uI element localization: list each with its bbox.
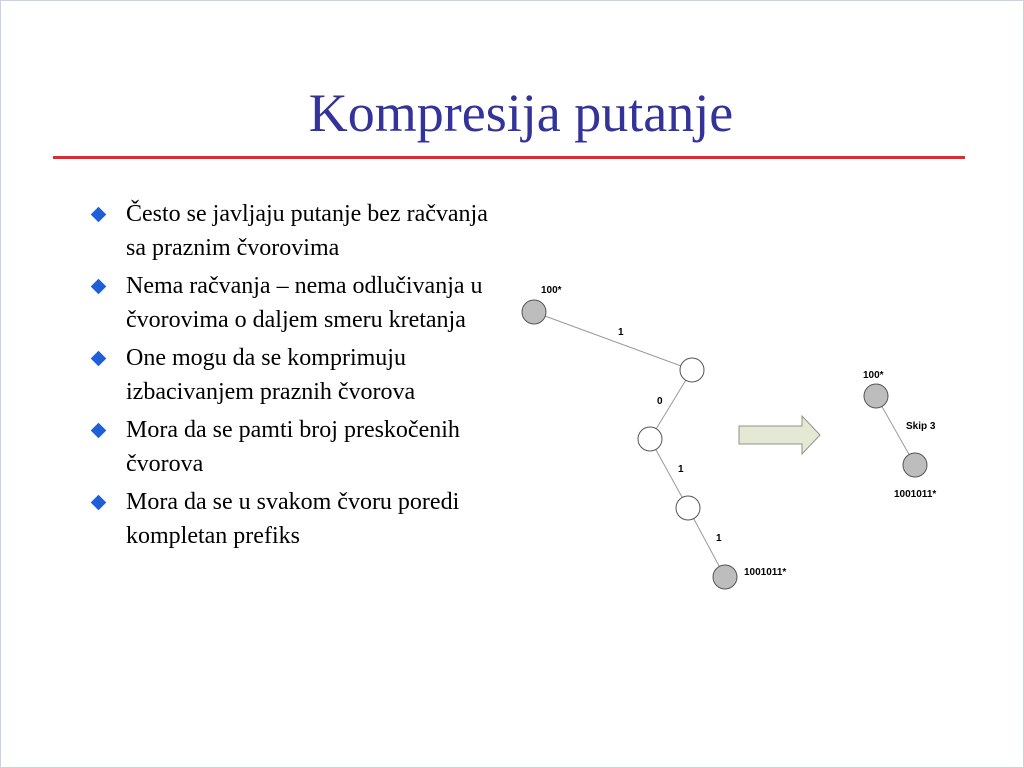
tree-edge (534, 312, 692, 370)
empty-node (680, 358, 704, 382)
right-root-node (864, 384, 888, 408)
empty-node (638, 427, 662, 451)
edge-label: 1 (678, 464, 684, 475)
path-compression-diagram (1, 1, 1023, 767)
bullet-text: Mora da se pamti broj preskočenih čvorova (126, 417, 460, 477)
edge-label: 1 (618, 327, 624, 338)
left-root-node (522, 300, 546, 324)
right-root-label: 100* (863, 370, 884, 381)
slide-title: Kompresija putanje (308, 83, 734, 143)
empty-node (676, 496, 700, 520)
left-tree-nodes (522, 300, 737, 589)
right-arrow-icon (739, 416, 820, 454)
right-leaf-node (903, 453, 927, 477)
skip-label: Skip 3 (906, 421, 936, 432)
bullet-text: Mora da se u svakom čvoru poredi kompletan prefiks (126, 489, 460, 549)
edge-label: 1 (716, 533, 722, 544)
right-leaf-label: 1001011* (894, 489, 937, 500)
edge-label: 0 (657, 396, 663, 407)
left-root-label: 100* (541, 285, 562, 296)
left-leaf-node (713, 565, 737, 589)
bullet-text: Često se javljaju putanje bez račvanja sa praznim čvorovima (126, 201, 488, 261)
bullet-text: One mogu da se komprimuju izbacivanjem praznih čvorova (126, 345, 416, 405)
bullet-text: Nema račvanja – nema odlučivanja u čvorovima o daljem smeru kretanja (126, 273, 483, 333)
left-tree-edges (534, 312, 725, 577)
left-leaf-label: 1001011* (744, 567, 787, 578)
